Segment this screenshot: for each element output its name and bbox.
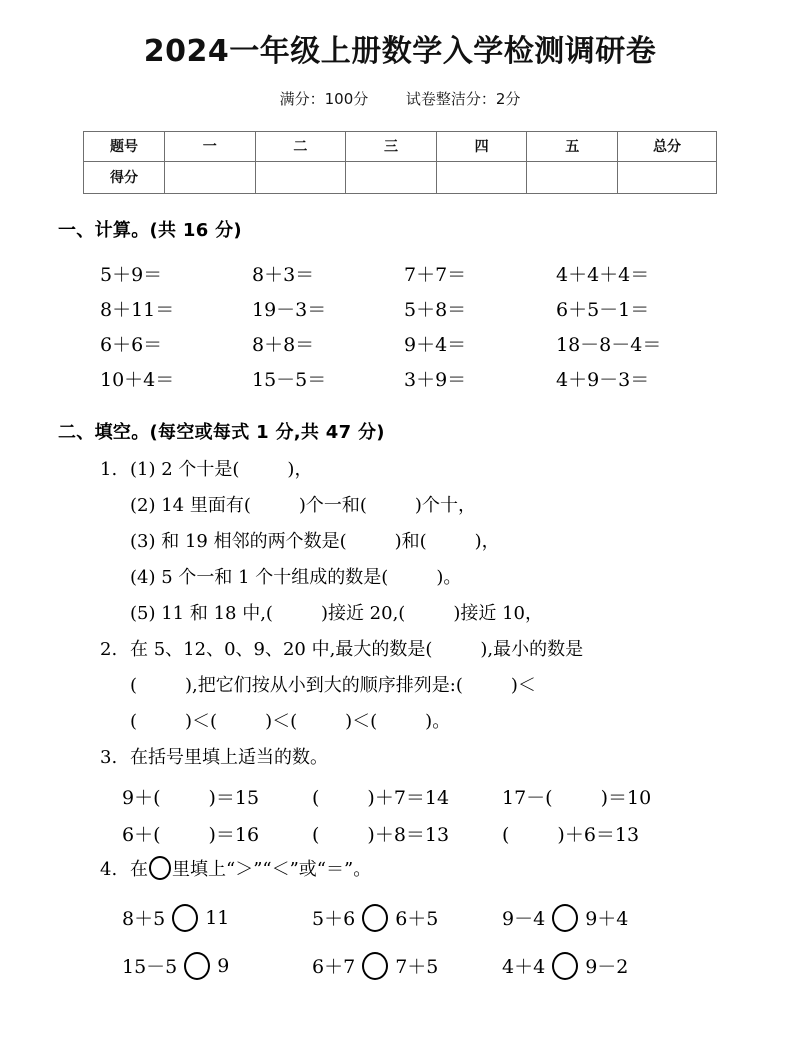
comparison-row <box>122 894 800 942</box>
question-1-sub-4-b: )。 <box>436 566 462 588</box>
question-2-number: 2. <box>100 638 118 660</box>
score-input-cell-total[interactable] <box>618 161 717 193</box>
question-2-line-2-b: ),把它们按从小到大的顺序排列是:( <box>185 674 463 696</box>
comparison-right: 11 <box>205 906 230 929</box>
equation-prefix: ( <box>312 786 320 809</box>
circle-icon[interactable] <box>362 952 388 980</box>
equation-suffix: )＝16 <box>208 823 260 846</box>
comparison-left: 6＋7 <box>312 956 356 978</box>
question-1-sub-2 <box>130 488 800 524</box>
calc-item[interactable]: 7＋7＝ <box>404 263 467 286</box>
question-1-sub-5-c: )接近 10， <box>453 602 543 624</box>
circle-icon[interactable] <box>362 904 388 932</box>
question-1-sub-2-b: )个一和( <box>298 494 367 516</box>
equation-prefix: 6＋( <box>122 823 161 846</box>
section-2-heading: 二、填空。(每空或每式 1 分,共 47 分) <box>58 421 385 443</box>
comparison-right: 9－2 <box>585 956 629 978</box>
comparison-left: 8＋5 <box>122 908 166 930</box>
calc-item[interactable]: 19－3＝ <box>252 298 327 321</box>
equation-suffix: )＝10 <box>600 786 652 809</box>
equation-item[interactable] <box>312 783 502 810</box>
question-2-line-3-c: )＜( <box>265 710 298 732</box>
question-2 <box>100 632 800 668</box>
page-title: 2024一年级上册数学入学检测调研卷 <box>143 34 657 69</box>
question-2-line-3-a: ( <box>130 710 138 732</box>
score-table-total-header: 总分 <box>618 131 717 161</box>
comparison-item[interactable] <box>312 904 502 932</box>
score-table-col-2: 二 <box>255 131 346 161</box>
equation-suffix: )＋6＝13 <box>557 823 640 846</box>
question-2-line-3-e: )。 <box>425 710 451 732</box>
question-1-sub-3-c: )， <box>474 530 500 552</box>
equation-prefix: ( <box>502 823 510 846</box>
comparison-right: 6＋5 <box>395 908 439 930</box>
circle-icon[interactable] <box>552 904 578 932</box>
comparison-row <box>122 942 800 990</box>
circle-icon[interactable] <box>552 952 578 980</box>
score-table-col-4: 四 <box>436 131 527 161</box>
question-2-line-1-a: 在 5、12、0、9、20 中,最大的数是( <box>130 638 433 660</box>
calc-item[interactable]: 10＋4＝ <box>100 368 175 391</box>
calc-item[interactable]: 3＋9＝ <box>404 368 467 391</box>
equation-suffix: )＋8＝13 <box>367 823 450 846</box>
comparison-grid <box>122 894 800 990</box>
comparison-item[interactable] <box>122 904 312 932</box>
full-score-text: 满分：100分 <box>279 89 369 108</box>
score-input-cell-5[interactable] <box>527 161 618 193</box>
question-1-number: 1. <box>100 458 118 480</box>
calc-item[interactable]: 5＋8＝ <box>404 298 467 321</box>
question-3-prompt: 在括号里填上适当的数。 <box>130 746 328 768</box>
calculation-row <box>100 291 740 326</box>
comparison-right: 9 <box>217 954 230 977</box>
equation-row <box>122 778 800 815</box>
question-1-sub-2-c: )个十， <box>414 494 476 516</box>
comparison-right: 7＋5 <box>395 956 439 978</box>
section-1-heading: 一、计算。(共 16 分) <box>58 219 242 241</box>
comparison-right: 9＋4 <box>585 908 629 930</box>
question-1-sub-1-text: (1) 2 个十是( <box>130 458 240 480</box>
score-input-cell-1[interactable] <box>165 161 256 193</box>
question-1-sub-4-a: (4) 5 个一和 1 个十组成的数是( <box>130 566 389 588</box>
score-table-wrapper <box>83 131 717 194</box>
equation-item[interactable] <box>122 820 312 847</box>
equation-prefix: ( <box>312 823 320 846</box>
equation-suffix: )＋7＝14 <box>367 786 450 809</box>
score-table-col-3: 三 <box>346 131 437 161</box>
comparison-left: 4＋4 <box>502 956 546 978</box>
question-2-line-1-b: ),最小的数是 <box>480 638 584 660</box>
question-4 <box>100 852 800 888</box>
score-input-cell-2[interactable] <box>255 161 346 193</box>
question-2-line-2-c: )＜ <box>510 674 536 696</box>
question-1-sub-1-tail: )， <box>287 458 313 480</box>
score-row-label: 得分 <box>84 161 165 193</box>
equation-prefix: 17－( <box>502 786 553 809</box>
score-table-col-5: 五 <box>527 131 618 161</box>
question-1-sub-3-a: (3) 和 19 相邻的两个数是( <box>130 530 347 552</box>
calc-item[interactable]: 8＋11＝ <box>100 298 175 321</box>
calc-item[interactable]: 4＋4＋4＝ <box>556 263 650 286</box>
calc-item[interactable]: 15－5＝ <box>252 368 327 391</box>
score-input-cell-4[interactable] <box>436 161 527 193</box>
equation-item[interactable] <box>502 783 692 810</box>
calc-item[interactable]: 6＋6＝ <box>100 333 163 356</box>
calculation-row <box>100 256 740 291</box>
score-table-col-1: 一 <box>165 131 256 161</box>
score-input-cell-3[interactable] <box>346 161 437 193</box>
calculation-row <box>100 326 740 361</box>
calc-item[interactable]: 9＋4＝ <box>404 333 467 356</box>
calc-item[interactable]: 18－8－4＝ <box>556 333 662 356</box>
question-list <box>0 452 800 990</box>
equation-item[interactable] <box>502 820 692 847</box>
question-2-line-2 <box>130 668 800 704</box>
question-2-line-2-a: ( <box>130 674 138 696</box>
question-1-sub-5-b: )接近 20,( <box>320 602 406 624</box>
question-3-number: 3. <box>100 746 118 768</box>
equation-grid <box>122 778 800 852</box>
equation-item[interactable] <box>312 820 502 847</box>
question-1-sub-4 <box>130 560 800 596</box>
calc-item[interactable]: 6＋5－1＝ <box>556 298 650 321</box>
calculation-row <box>100 361 740 396</box>
comparison-left: 15－5 <box>122 956 178 978</box>
question-1-sub-3-b: )和( <box>394 530 427 552</box>
question-1 <box>100 452 800 488</box>
question-4-prompt-b: 里填上“＞”“＜”或“＝”。 <box>172 858 372 880</box>
score-table <box>83 131 717 194</box>
equation-item[interactable] <box>122 783 312 810</box>
circle-icon <box>149 856 171 880</box>
equation-suffix: )＝15 <box>208 786 260 809</box>
comparison-left: 5＋6 <box>312 908 356 930</box>
question-3 <box>100 740 800 776</box>
question-2-line-3-b: )＜( <box>185 710 218 732</box>
circle-icon[interactable] <box>184 952 210 980</box>
score-subtitle <box>0 88 800 109</box>
score-table-header-label: 题号 <box>84 131 165 161</box>
calculation-grid <box>100 256 740 396</box>
comparison-item[interactable] <box>122 952 312 980</box>
calc-item[interactable]: 8＋3＝ <box>252 263 315 286</box>
neatness-score-text: 试卷整洁分：2分 <box>405 89 521 108</box>
question-1-sub-3 <box>130 524 800 560</box>
comparison-item[interactable] <box>502 904 692 932</box>
question-4-number: 4. <box>100 858 118 880</box>
table-row <box>84 161 717 193</box>
question-1-sub-5 <box>130 596 800 632</box>
equation-prefix: 9＋( <box>122 786 161 809</box>
score-table-header-row <box>84 131 717 161</box>
question-2-line-3-d: )＜( <box>345 710 378 732</box>
calc-item[interactable]: 4＋9－3＝ <box>556 368 650 391</box>
question-2-line-3 <box>130 704 800 740</box>
equation-row <box>122 815 800 852</box>
question-1-sub-5-a: (5) 11 和 18 中,( <box>130 602 273 624</box>
comparison-item[interactable] <box>312 952 502 980</box>
comparison-left: 9－4 <box>502 908 546 930</box>
comparison-item[interactable] <box>502 952 692 980</box>
question-1-sub-2-a: (2) 14 里面有( <box>130 494 251 516</box>
circle-icon[interactable] <box>172 904 198 932</box>
calc-item[interactable]: 5＋9＝ <box>100 263 163 286</box>
question-4-prompt-a: 在 <box>130 858 148 880</box>
calc-item[interactable]: 8＋8＝ <box>252 333 315 356</box>
